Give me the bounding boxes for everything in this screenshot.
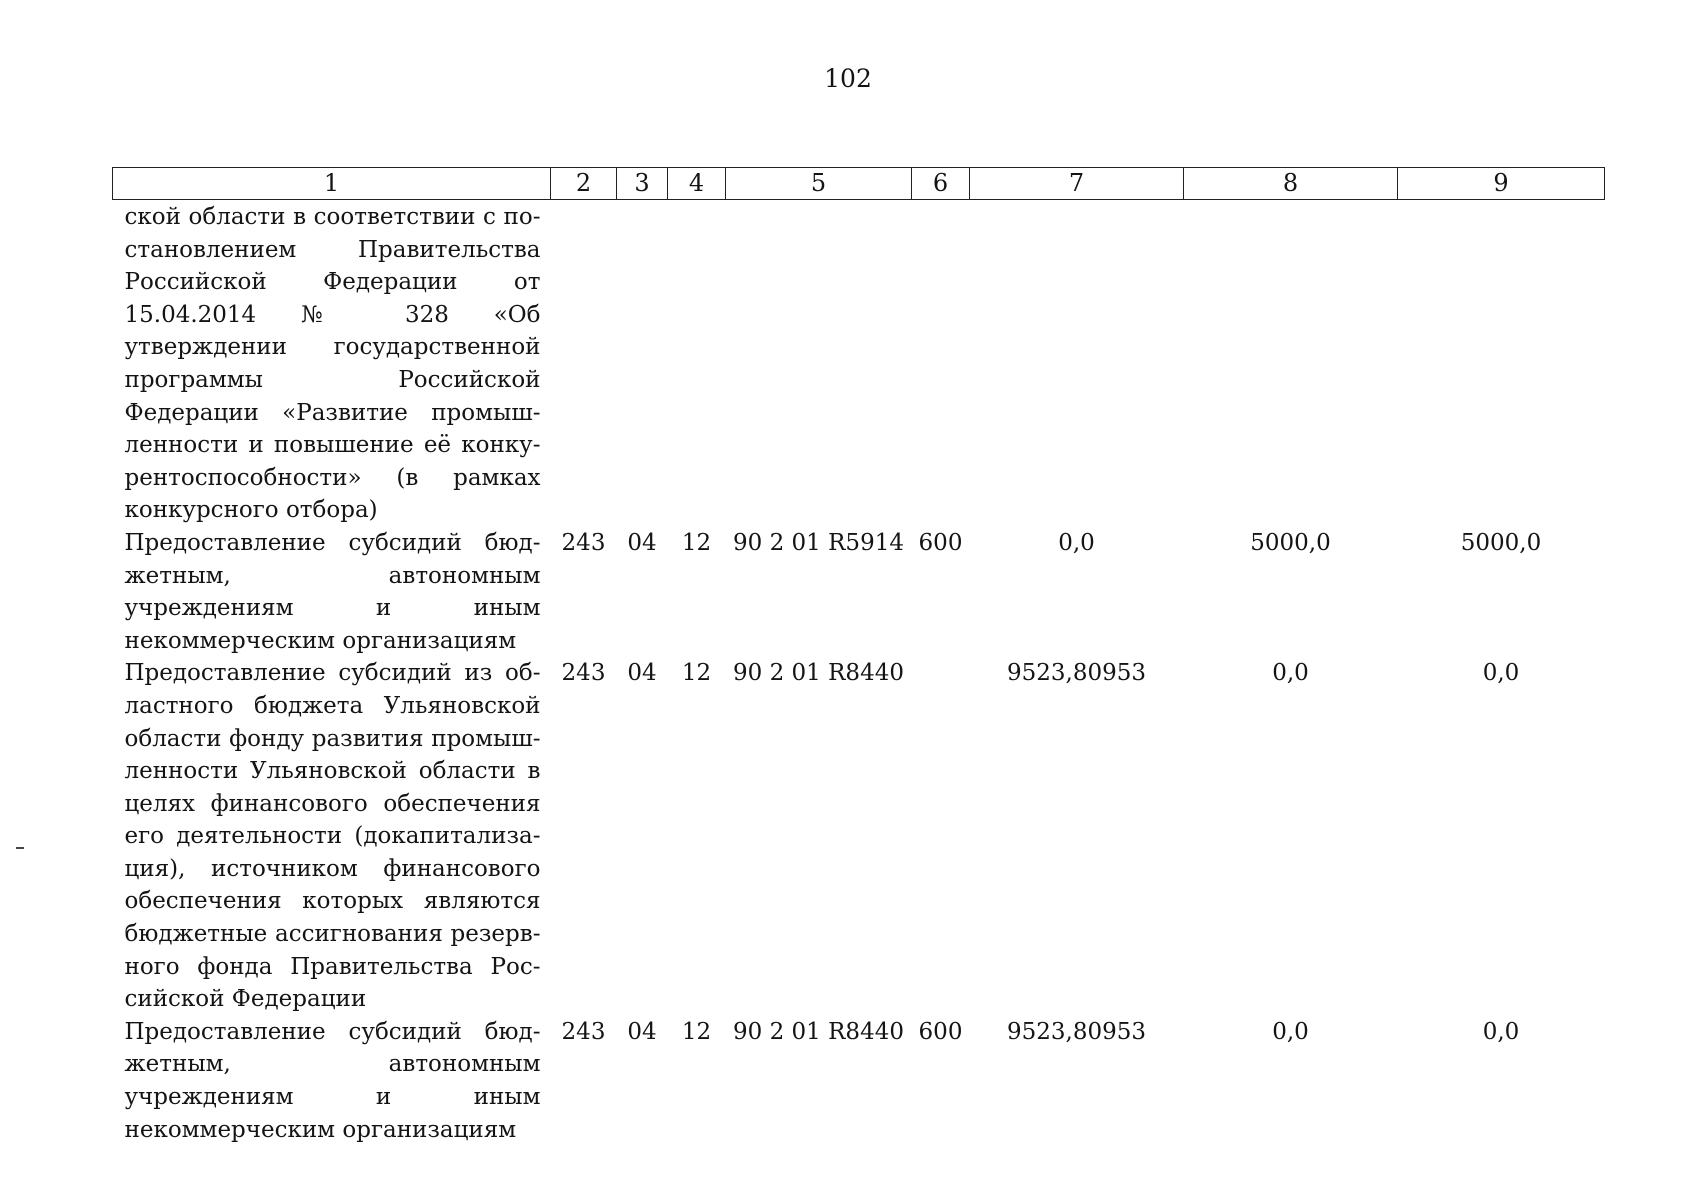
page-number: 102: [824, 64, 872, 93]
cell-ministry-code: 243: [561, 1018, 606, 1045]
table-row: [113, 527, 1605, 657]
column-header-9: 9: [1398, 168, 1605, 200]
cell-target-article: 90 2 01 R8440: [733, 660, 904, 687]
cell-amount-col9: [1398, 200, 1605, 527]
scan-mark: [16, 847, 24, 849]
column-header-5: 5: [726, 168, 912, 200]
column-header-7: 7: [970, 168, 1184, 200]
column-header-1: 1: [113, 168, 551, 200]
cell-expense-type: [912, 200, 970, 527]
cell-amount-col7: 9523,80953: [1006, 660, 1146, 687]
column-header-2: 2: [551, 168, 617, 200]
row-description: Предоставление субсидий бюджетным, автономным учреждениям и иным некоммерческим организациям: [124, 529, 541, 654]
cell-subsection: 12: [681, 1018, 712, 1045]
cell-subsection: 12: [681, 529, 712, 556]
cell-amount-col8: 0,0: [1272, 660, 1309, 687]
cell-section: 04: [627, 660, 657, 687]
header-row: [113, 168, 1605, 200]
cell-amount-col7: [970, 200, 1184, 527]
cell-section: 04: [627, 1018, 657, 1045]
column-header-6: 6: [912, 168, 970, 200]
cell-target-article: 90 2 01 R8440: [733, 1018, 904, 1045]
cell-amount-col9: 0,0: [1482, 1018, 1520, 1045]
column-header-8: 8: [1184, 168, 1398, 200]
table-row: [113, 657, 1605, 1016]
row-description: Предоставление субсидий бюджетным, автономным учреждениям и иным некоммерческим организациям: [124, 1018, 541, 1143]
cell-expense-type: 600: [918, 1018, 963, 1045]
cell-amount-col8: [1184, 200, 1398, 527]
row-description: Предоставление субсидий из областного бюджета Ульяновской области фонду развития промышленности Ульяновской области в целях финансового обеспечения его деятельности (докапитализация), источником финансового обеспечения которых являются бюджетные ассигнования резервного фонда Правительства Российской Федерации: [124, 660, 541, 1013]
cell-expense-type: 600: [918, 529, 963, 556]
cell-section: [617, 200, 668, 527]
cell-amount-col7: 9523,80953: [1006, 1018, 1146, 1045]
cell-amount-col9: 0,0: [1482, 660, 1520, 687]
cell-ministry-code: 243: [561, 660, 606, 687]
cell-amount-col8: 5000,0: [1250, 529, 1331, 556]
cell-target-article: 90 2 01 R5914: [733, 529, 904, 556]
table-row: [113, 1016, 1605, 1146]
cell-amount-col9: 5000,0: [1460, 529, 1542, 556]
cell-subsection: 12: [681, 660, 712, 687]
column-header-4: 4: [668, 168, 726, 200]
cell-amount-col7: 0,0: [1058, 529, 1095, 556]
table-row: [113, 200, 1605, 527]
cell-ministry-code: [551, 200, 617, 527]
cell-target-article: [726, 200, 912, 527]
column-header-3: 3: [617, 168, 668, 200]
cell-subsection: [668, 200, 726, 527]
cell-ministry-code: 243: [561, 529, 606, 556]
cell-section: 04: [627, 529, 657, 556]
row-description: ской области в соответствии с постановлением Правительства Российской Федерации от 15.04.2014 № 328 «Об утверждении государственной программы Российской Федерации «Развитие промышленности и повышение её конкурентоспособности» (в рамках конкурсного отбора): [124, 204, 541, 524]
budget-table: [112, 167, 1605, 1146]
cell-expense-type: [912, 657, 970, 1016]
cell-amount-col8: 0,0: [1272, 1018, 1309, 1045]
